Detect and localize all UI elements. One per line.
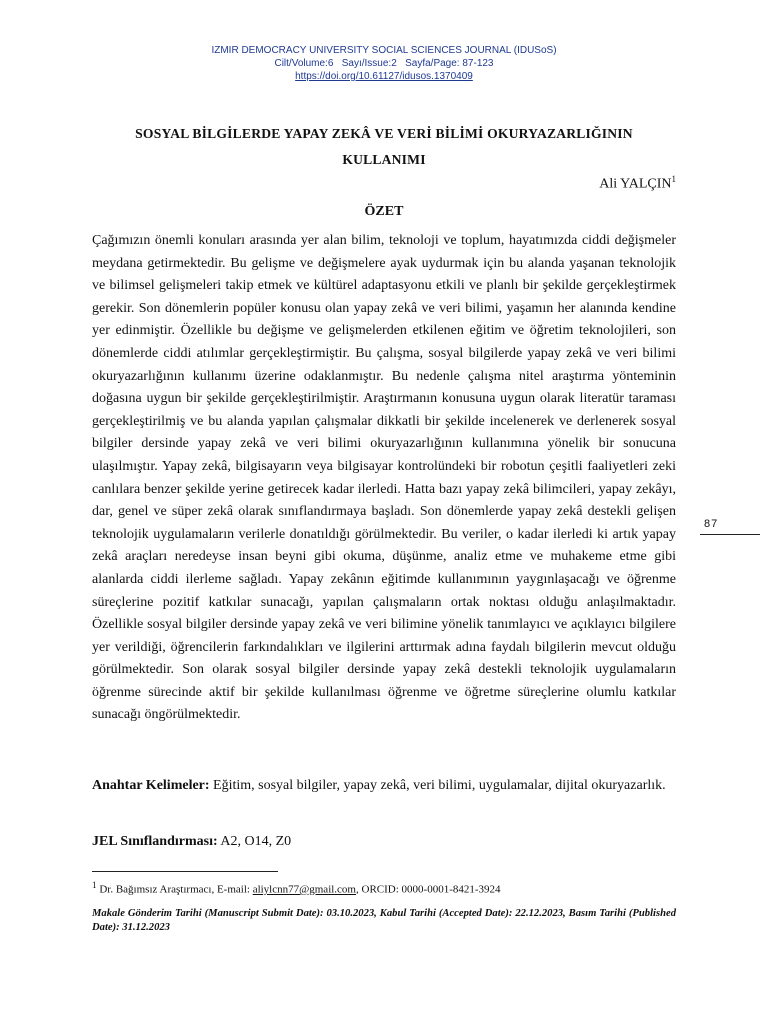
- keywords: [92, 774, 676, 797]
- article-title: SOSYAL BİLGİLERDE YAPAY ZEKÂ VE VERİ BİLİMİ OKURYAZARLIĞININ KULLANIMI: [135, 126, 633, 167]
- footnote-prefix: Dr. Bağımsız Araştırmacı, E-mail:: [96, 883, 253, 896]
- journal-header: [0, 44, 768, 83]
- journal-name: IZMIR DEMOCRACY UNIVERSITY SOCIAL SCIENCES JOURNAL (IDUSoS): [211, 45, 557, 56]
- jel-classification: [92, 830, 676, 853]
- jel-text: A2, O14, Z0: [217, 834, 292, 849]
- author-line: [599, 174, 676, 193]
- author-name: Ali YALÇIN: [599, 176, 672, 192]
- volume-info: Cilt/Volume:6 Sayı/Issue:2 Sayfa/Page: 87-123: [274, 58, 494, 69]
- author-email-link[interactable]: aliylcnn77@gmail.com: [252, 883, 356, 896]
- jel-label: JEL Sınıflandırması:: [92, 834, 218, 849]
- submission-dates: Makale Gönderim Tarihi (Manuscript Submit Date): 03.10.2023, Kabul Tarihi (Accepted Date): 22.12.2023, Basım Tarihi (Published Date): 31.12.2023: [92, 908, 676, 933]
- keywords-label: Anahtar Kelimeler:: [92, 778, 210, 793]
- footnote-mark: 1: [92, 880, 97, 890]
- keywords-text: Eğitim, sosyal bilgiler, yapay zekâ, veri bilimi, uygulamalar, dijital okuryazarlık.: [209, 778, 666, 793]
- abstract-text: Çağımızın önemli konuları arasında yer alan bilim, teknoloji ve toplum, hayatımızda ciddi değişmeler meydana getirmektedir. Bu gelişme ve değişmelere ayak uydurmak için bu alanda yaşanan teknolojik ve bilimsel gelişmeleri takip etmek ve kültürel adaptasyonu etkili ve planlı bir şekilde gerçekleştirmek gerekir. Son dönemlerin popüler konusu olan yapay zekâ ve veri bilimi, yaşamın her alanında kendine yer edinmiştir. Özellikle bu değişme ve gelişmelerden etkilenen eğitim ve öğretim teknolojileri, son dönemlerde ciddi atılımlar gerçekleştirmiştir. Bu çalışma, sosyal bilgilerde yapay zekâ ve veri bilimi okuryazarlığının kullanımı üzerine odaklanmıştır. Bu nedenle çalışma nitel araştırma yönteminin doğasına uygun bir şekilde gerçekleştirilmiştir. Araştırmanın konusuna uygun olarak literatür taraması gerçekleştirilmiş ve bu alanda yapılan çalışmalar dikkatli bir şekilde incelenerek ve derlenerek sosyal bilgiler dersinde yapay zekâ ve veri bilimi okuryazarlığının kullanımına yönelik bir sonucuna ulaşılmıştır. Yapay zekâ, bilgisayarın veya bilgisayar kontrolündeki bir robotun çeşitli faaliyetleri zeki canlılara benzer şekilde yerine getirecek kadar ilerledi. Hatta bazı yapay zekâ bilimcileri, yapay zekâyı, dar, genel ve süper zekâ olarak sınıflandırmaya başladı. Son dönemlerde yapay zekâ destekli gelişen teknolojik uygulamaların verilerle donatıldığı görülmektedir. Bu veriler, o kadar ilerledi ki artık yapay zekâ araçları neredeyse insan beyni gibi okuma, düşünme, analiz etme ve muhakeme etme gibi alanlarda ciddi ilerleme sağladı. Yapay zekânın eğitimde kullanımının yaygınlaşacağı ve öğrenme süreçlerine pozitif katkılar sunacağı, yapılan çalışmaların ortak noktası olduğu anlaşılmaktadır. Özellikle sosyal bilgiler dersinde yapay zekâ ve veri bilimine yönelik tanımlayıcı ve açıklayıcı bilgilere yer verildiği, öğrencilerin farkındalıkları ve ilgilerini arttırmak adına faydalı bilgilerin mevcut olduğu görülmektedir. Son olarak sosyal bilgiler dersinde yapay zekâ destekli teknolojik uygulamaların öğrenme sürecinde aktif bir şekilde kullanılması öğrenme ve öğretme süreçlerine olumlu katkılar sunacağı öngörülmektedir.: [92, 233, 676, 723]
- footnote: [92, 878, 676, 897]
- footnote-orcid: , ORCID: 0000-0001-8421-3924: [356, 883, 501, 896]
- page-number-rule: [700, 534, 760, 535]
- footnote-divider: [92, 871, 278, 872]
- abstract-heading: ÖZET: [364, 204, 404, 219]
- page-number: 87: [704, 518, 719, 530]
- doi-link[interactable]: https://doi.org/10.61127/idusos.1370409: [295, 71, 473, 82]
- author-footnote-mark: 1: [671, 174, 676, 184]
